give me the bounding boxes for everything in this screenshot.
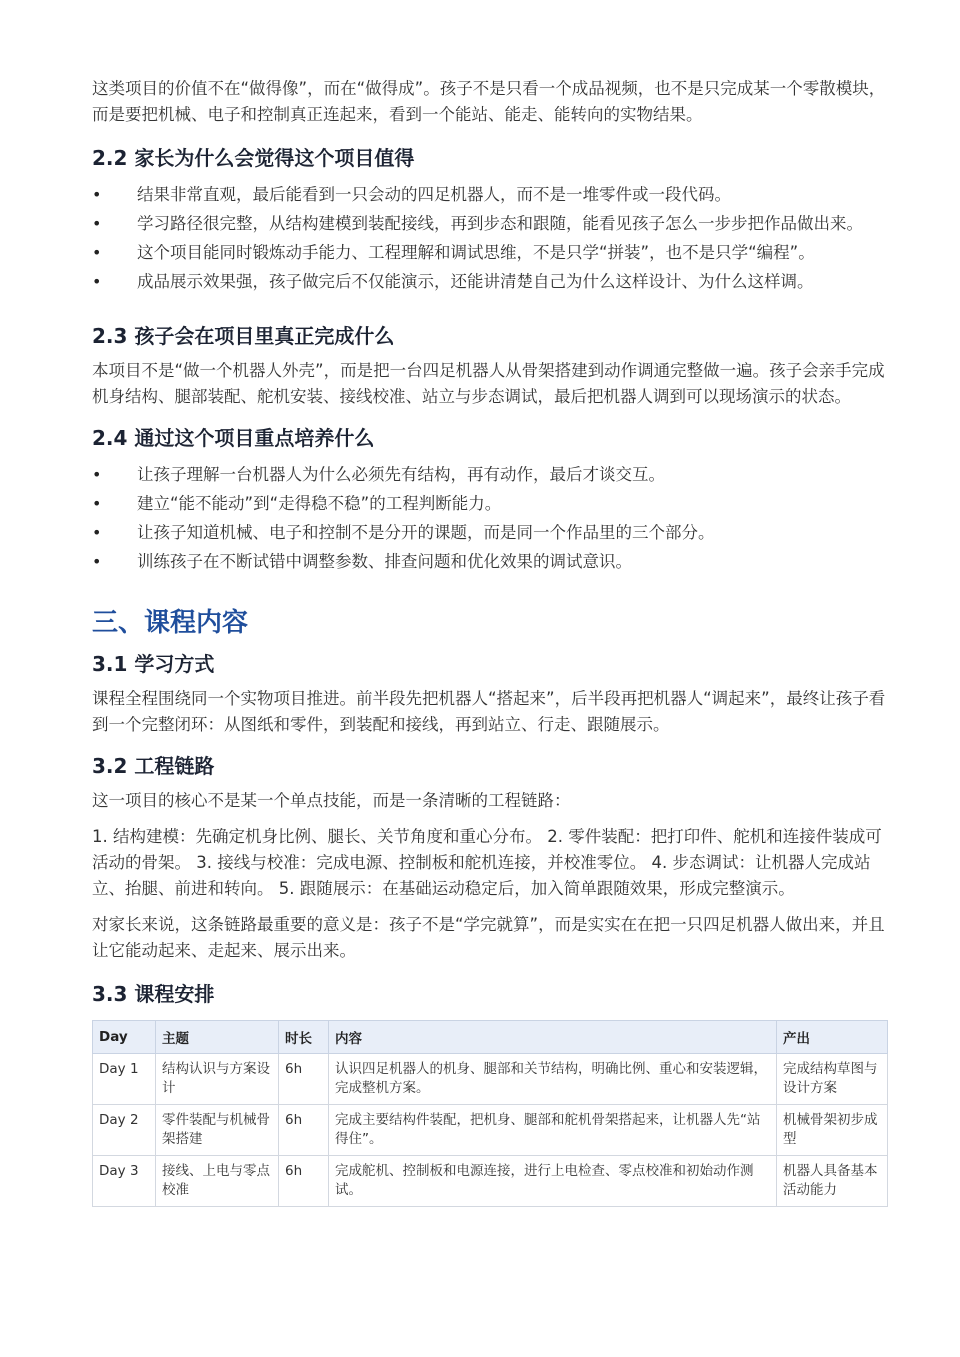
section-3-2-summary: 对家长来说，这条链路最重要的意义是：孩子不是“学完就算”，而是实实在在把一只四足机器人做出来，并且让它能动起来、走起来、展示出来。 xyxy=(92,915,885,960)
list-item: • 让孩子知道机械、电子和控制不是分开的课题，而是同一个作品里的三个部分。 xyxy=(92,518,892,547)
cell-day: Day 3 xyxy=(93,1156,156,1207)
cell-duration: 6h xyxy=(279,1105,329,1156)
bullet-icon: • xyxy=(92,552,102,571)
list-item: • 结果非常直观，最后能看到一只会动的四足机器人，而不是一堆零件或一段代码。 xyxy=(92,180,892,209)
table-row xyxy=(93,1156,888,1207)
header-duration: 时长 xyxy=(279,1021,329,1054)
header-day: Day xyxy=(93,1021,156,1054)
cell-day: Day 2 xyxy=(93,1105,156,1156)
table-header-row xyxy=(93,1021,888,1054)
header-output: 产出 xyxy=(777,1021,888,1054)
cell-day: Day 1 xyxy=(93,1054,156,1105)
bullet-icon: • xyxy=(92,243,102,262)
bullet-icon: • xyxy=(92,185,102,204)
section-3-1-paragraph: 课程全程围绕同一个实物项目推进。前半段先把机器人“搭起来”，后半段再把机器人“调起来”，最终让孩子看到一个完整闭环：从图纸和零件，到装配和接线，再到站立、行走、跟随展示。 xyxy=(92,689,886,734)
section-2-4-heading: 2.4 通过这个项目重点培养什么 xyxy=(92,426,375,450)
list-item: • 让孩子理解一台机器人为什么必须先有结构，再有动作，最后才谈交互。 xyxy=(92,460,892,489)
intro-paragraph: 这类项目的价值不在“做得像”，而在“做得成”。孩子不是只看一个成品视频，也不是只完成某一个零散模块，而是要把机械、电子和控制真正连起来，看到一个能站、能走、能转向的实物结果。 xyxy=(92,79,886,124)
cell-duration: 6h xyxy=(279,1156,329,1207)
section-2-3-heading: 2.3 孩子会在项目里真正完成什么 xyxy=(92,324,395,348)
table-row xyxy=(93,1105,888,1156)
section-3-2-intro: 这一项目的核心不是某一个单点技能，而是一条清晰的工程链路： xyxy=(92,791,571,810)
section-3-2-heading: 3.2 工程链路 xyxy=(92,754,215,778)
section-3-3-heading: 3.3 课程安排 xyxy=(92,982,215,1006)
cell-content: 完成舵机、控制板和电源连接，进行上电检查、零点校准和初始动作测试。 xyxy=(329,1156,777,1207)
cell-output: 机械骨架初步成型 xyxy=(777,1105,888,1156)
schedule-table xyxy=(92,1020,888,1207)
section-3-1-heading: 3.1 学习方式 xyxy=(92,652,215,676)
section-3-2-chain: 1. 结构建模：先确定机身比例、腿长、关节角度和重心分布。 2. 零件装配：把打印件、舵机和连接件装成可活动的骨架。 3. 接线与校准：完成电源、控制板和舵机连接，并校准零位。 4. 步态调试：让机器人完成站立、抬腿、前进和转向。 5. 跟随展示：在基础运动稳定后，加入简单跟随效果，形成完整演示。 xyxy=(92,827,882,898)
bullet-icon: • xyxy=(92,523,102,542)
section-2-3-paragraph: 本项目不是“做一个机器人外壳”，而是把一台四足机器人从骨架搭建到动作调通完整做一遍。孩子会亲手完成机身结构、腿部装配、舵机安装、接线校准、站立与步态调试，最后把机器人调到可以现场演示的状态。 xyxy=(92,361,885,406)
list-item: • 学习路径很完整，从结构建模到装配接线，再到步态和跟随，能看见孩子怎么一步步把作品做出来。 xyxy=(92,209,892,238)
cell-output: 完成结构草图与设计方案 xyxy=(777,1054,888,1105)
list-item: • 训练孩子在不断试错中调整参数、排查问题和优化效果的调试意识。 xyxy=(92,547,892,576)
header-content: 内容 xyxy=(329,1021,777,1054)
list-item: • 建立“能不能动”到“走得稳不稳”的工程判断能力。 xyxy=(92,489,892,518)
cell-duration: 6h xyxy=(279,1054,329,1105)
cell-topic: 零件装配与机械骨架搭建 xyxy=(156,1105,279,1156)
bullet-icon: • xyxy=(92,465,102,484)
section-2-2-heading: 2.2 家长为什么会觉得这个项目值得 xyxy=(92,146,415,170)
bullet-icon: • xyxy=(92,214,102,233)
section-3-heading: 三、课程内容 xyxy=(92,608,249,638)
section-2-4-list xyxy=(92,460,892,576)
cell-topic: 结构认识与方案设计 xyxy=(156,1054,279,1105)
list-item: • 成品展示效果强，孩子做完后不仅能演示，还能讲清楚自己为什么这样设计、为什么这样调。 xyxy=(92,267,892,296)
cell-content: 完成主要结构件装配，把机身、腿部和舵机骨架搭起来，让机器人先“站得住”。 xyxy=(329,1105,777,1156)
table-row xyxy=(93,1054,888,1105)
cell-output: 机器人具备基本活动能力 xyxy=(777,1156,888,1207)
section-2-2-list xyxy=(92,180,892,296)
bullet-icon: • xyxy=(92,272,102,291)
document-page xyxy=(92,76,892,1207)
cell-content: 认识四足机器人的机身、腿部和关节结构，明确比例、重心和安装逻辑，完成整机方案。 xyxy=(329,1054,777,1105)
bullet-icon: • xyxy=(92,494,102,513)
header-topic: 主题 xyxy=(156,1021,279,1054)
list-item: • 这个项目能同时锻炼动手能力、工程理解和调试思维，不是只学“拼装”，也不是只学“编程”。 xyxy=(92,238,892,267)
cell-topic: 接线、上电与零点校准 xyxy=(156,1156,279,1207)
